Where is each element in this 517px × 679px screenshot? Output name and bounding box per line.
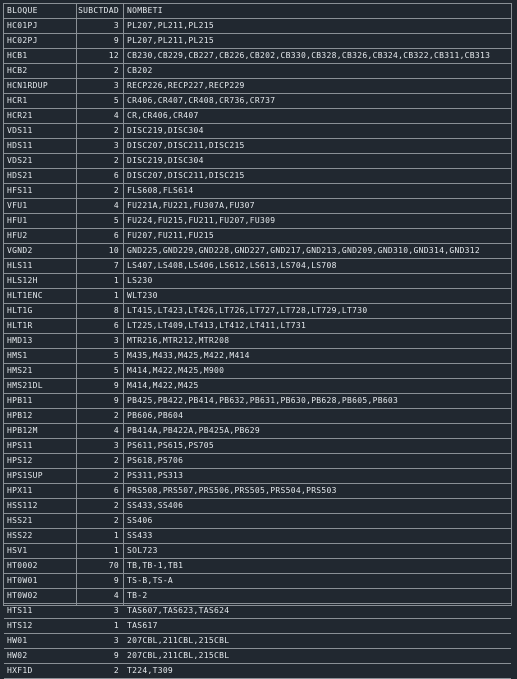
cell-bloque: HFU1 — [7, 216, 28, 225]
cell-bloque: HLS12H — [7, 276, 38, 285]
cell-subctdad: 8 — [113, 306, 119, 315]
table-row — [4, 364, 511, 379]
table-row — [4, 394, 511, 409]
cell-bloque: HXF1D — [7, 666, 33, 675]
cell-nombeti: PB425,PB422,PB414,PB632,PB631,PB630,PB628,PB605,PB603 — [127, 396, 399, 405]
table-row — [4, 289, 511, 304]
table-row — [4, 304, 511, 319]
table-row — [4, 154, 511, 169]
cell-bloque: HC02PJ — [7, 36, 38, 45]
cell-nombeti: DISC219,DISC304 — [127, 156, 204, 165]
cell-bloque: HW02 — [7, 651, 28, 660]
table-row — [4, 214, 511, 229]
cell-nombeti: PS618,PS706 — [127, 456, 184, 465]
cell-bloque: HLT1ENC — [7, 291, 43, 300]
table-row — [4, 319, 511, 334]
cell-subctdad: 5 — [113, 351, 119, 360]
cell-subctdad: 9 — [113, 576, 119, 585]
table-row — [4, 139, 511, 154]
cell-nombeti: WLT230 — [127, 291, 158, 300]
cell-bloque: HW01 — [7, 636, 28, 645]
cell-nombeti: M414,M422,M425,M900 — [127, 366, 225, 375]
cell-nombeti: DISC207,DISC211,DISC215 — [127, 141, 245, 150]
cell-nombeti: SS433,SS406 — [127, 501, 184, 510]
cell-bloque: HPS12 — [7, 456, 33, 465]
cell-subctdad: 3 — [113, 441, 119, 450]
cell-subctdad: 6 — [113, 321, 119, 330]
cell-subctdad: 5 — [113, 96, 119, 105]
cell-nombeti: FU207,FU211,FU215 — [127, 231, 214, 240]
cell-subctdad: 2 — [113, 471, 119, 480]
header-bloque: BLOQUE — [7, 6, 38, 15]
table-header-row — [4, 4, 511, 19]
cell-nombeti: SOL723 — [127, 546, 158, 555]
cell-nombeti: PS311,PS313 — [127, 471, 184, 480]
table-row — [4, 574, 511, 589]
cell-subctdad: 3 — [113, 81, 119, 90]
cell-nombeti: PL207,PL211,PL215 — [127, 21, 214, 30]
cell-nombeti: DISC207,DISC211,DISC215 — [127, 171, 245, 180]
cell-subctdad: 12 — [108, 51, 119, 60]
cell-subctdad: 6 — [113, 171, 119, 180]
cell-bloque: VDS21 — [7, 156, 33, 165]
cell-nombeti: 207CBL,211CBL,215CBL — [127, 636, 230, 645]
cell-bloque: HC01PJ — [7, 21, 38, 30]
table-row — [4, 244, 511, 259]
cell-bloque: HSS22 — [7, 531, 33, 540]
cell-nombeti: M435,M433,M425,M422,M414 — [127, 351, 250, 360]
cell-subctdad: 2 — [113, 156, 119, 165]
cell-bloque: HT0W02 — [7, 591, 38, 600]
cell-subctdad: 5 — [113, 216, 119, 225]
cell-nombeti: FU224,FU215,FU211,FU207,FU309 — [127, 216, 276, 225]
table-row — [4, 469, 511, 484]
cell-subctdad: 10 — [108, 246, 119, 255]
cell-subctdad: 4 — [113, 426, 119, 435]
cell-nombeti: TAS607,TAS623,TAS624 — [127, 606, 230, 615]
table-row — [4, 64, 511, 79]
table-row — [4, 184, 511, 199]
cell-bloque: HSS112 — [7, 501, 38, 510]
cell-bloque: HDS11 — [7, 141, 33, 150]
cell-bloque: HCB1 — [7, 51, 28, 60]
cell-subctdad: 1 — [113, 276, 119, 285]
header-nombeti: NOMBETI — [127, 6, 163, 15]
cell-nombeti: FU221A,FU221,FU307A,FU307 — [127, 201, 255, 210]
table-row — [4, 379, 511, 394]
cell-nombeti: SS433 — [127, 531, 153, 540]
table-row — [4, 169, 511, 184]
column-divider-1 — [76, 4, 77, 605]
table-row — [4, 484, 511, 499]
cell-subctdad: 70 — [108, 561, 119, 570]
cell-subctdad: 2 — [113, 126, 119, 135]
cell-nombeti: 207CBL,211CBL,215CBL — [127, 651, 230, 660]
table-row — [4, 34, 511, 49]
cell-subctdad: 2 — [113, 501, 119, 510]
cell-subctdad: 9 — [113, 381, 119, 390]
cell-subctdad: 2 — [113, 456, 119, 465]
cell-subctdad: 3 — [113, 336, 119, 345]
table-row — [4, 409, 511, 424]
cell-nombeti: PS611,PS615,PS705 — [127, 441, 214, 450]
cell-nombeti: LS230 — [127, 276, 153, 285]
cell-nombeti: M414,M422,M425 — [127, 381, 199, 390]
cell-subctdad: 6 — [113, 486, 119, 495]
cell-nombeti: CB230,CB229,CB227,CB226,CB202,CB330,CB328,CB326,CB324,CB322,CB311,CB313 — [127, 51, 491, 60]
table-row — [4, 199, 511, 214]
cell-bloque: HFS11 — [7, 186, 33, 195]
cell-bloque: HPB12 — [7, 411, 33, 420]
cell-subctdad: 2 — [113, 666, 119, 675]
table-row — [4, 259, 511, 274]
table-row — [4, 664, 511, 679]
cell-nombeti: SS406 — [127, 516, 153, 525]
cell-bloque: HPS1SUP — [7, 471, 43, 480]
cell-subctdad: 2 — [113, 411, 119, 420]
table-row — [4, 439, 511, 454]
cell-bloque: VGND2 — [7, 246, 33, 255]
cell-nombeti: CR,CR406,CR407 — [127, 111, 199, 120]
cell-nombeti: GND225,GND229,GND228,GND227,GND217,GND213,GND209,GND310,GND314,GND312 — [127, 246, 481, 255]
header-subctdad: SUBCTDAD — [78, 6, 119, 15]
cell-subctdad: 4 — [113, 111, 119, 120]
table-row — [4, 349, 511, 364]
cell-subctdad: 2 — [113, 516, 119, 525]
table-row — [4, 514, 511, 529]
cell-bloque: HLT1R — [7, 321, 33, 330]
cell-nombeti: LS407,LS408,LS406,LS612,LS613,LS704,LS708 — [127, 261, 337, 270]
cell-bloque: HPS11 — [7, 441, 33, 450]
table-row — [4, 619, 511, 634]
cell-bloque: HTS11 — [7, 606, 33, 615]
cell-subctdad: 5 — [113, 366, 119, 375]
cell-nombeti: PB414A,PB422A,PB425A,PB629 — [127, 426, 261, 435]
cell-subctdad: 9 — [113, 396, 119, 405]
table-row — [4, 274, 511, 289]
cell-subctdad: 2 — [113, 186, 119, 195]
cell-bloque: HFU2 — [7, 231, 28, 240]
cell-nombeti: LT415,LT423,LT426,LT726,LT727,LT728,LT729,LT730 — [127, 306, 368, 315]
table-row — [4, 124, 511, 139]
cell-subctdad: 3 — [113, 21, 119, 30]
cell-nombeti: MTR216,MTR212,MTR208 — [127, 336, 230, 345]
cell-nombeti: PL207,PL211,PL215 — [127, 36, 214, 45]
cell-subctdad: 3 — [113, 636, 119, 645]
column-divider-2 — [123, 4, 124, 605]
cell-bloque: HMS1 — [7, 351, 28, 360]
cell-subctdad: 4 — [113, 591, 119, 600]
table-row — [4, 19, 511, 34]
table-row — [4, 94, 511, 109]
data-table — [3, 3, 512, 675]
cell-subctdad: 9 — [113, 651, 119, 660]
cell-nombeti: TB,TB-1,TB1 — [127, 561, 184, 570]
table-row — [4, 589, 511, 604]
table-row — [4, 454, 511, 469]
cell-nombeti: RECP226,RECP227,RECP229 — [127, 81, 245, 90]
cell-subctdad: 4 — [113, 201, 119, 210]
cell-nombeti: PB606,PB604 — [127, 411, 184, 420]
cell-bloque: HCR21 — [7, 111, 33, 120]
table-row — [4, 424, 511, 439]
table-row — [4, 79, 511, 94]
cell-bloque: HT0W01 — [7, 576, 38, 585]
table-row — [4, 334, 511, 349]
cell-bloque: HPX11 — [7, 486, 33, 495]
table-row — [4, 109, 511, 124]
cell-subctdad: 1 — [113, 621, 119, 630]
cell-bloque: HMS21 — [7, 366, 33, 375]
cell-bloque: HMD13 — [7, 336, 33, 345]
cell-subctdad: 7 — [113, 261, 119, 270]
cell-nombeti: TAS617 — [127, 621, 158, 630]
cell-subctdad: 3 — [113, 606, 119, 615]
cell-bloque: HLS11 — [7, 261, 33, 270]
cell-bloque: HMS21DL — [7, 381, 43, 390]
cell-bloque: HPB11 — [7, 396, 33, 405]
cell-bloque: HCN1RDUP — [7, 81, 48, 90]
cell-bloque: VFU1 — [7, 201, 28, 210]
cell-bloque: HSV1 — [7, 546, 28, 555]
table-row — [4, 604, 511, 619]
cell-subctdad: 6 — [113, 231, 119, 240]
cell-nombeti: DISC219,DISC304 — [127, 126, 204, 135]
cell-bloque: HCR1 — [7, 96, 28, 105]
table-row — [4, 559, 511, 574]
cell-subctdad: 1 — [113, 291, 119, 300]
cell-nombeti: PRS508,PRS507,PRS506,PRS505,PRS504,PRS503 — [127, 486, 337, 495]
cell-nombeti: TB-2 — [127, 591, 148, 600]
cell-bloque: HT0002 — [7, 561, 38, 570]
cell-nombeti: LT225,LT409,LT413,LT412,LT411,LT731 — [127, 321, 307, 330]
table-row — [4, 49, 511, 64]
cell-nombeti: CB202 — [127, 66, 153, 75]
cell-subctdad: 2 — [113, 66, 119, 75]
table-row — [4, 229, 511, 244]
table-row — [4, 634, 511, 649]
cell-bloque: HTS12 — [7, 621, 33, 630]
cell-nombeti: CR406,CR407,CR408,CR736,CR737 — [127, 96, 276, 105]
cell-subctdad: 3 — [113, 141, 119, 150]
cell-bloque: HPB12M — [7, 426, 38, 435]
cell-bloque: HSS21 — [7, 516, 33, 525]
table-row — [4, 499, 511, 514]
cell-nombeti: FLS608,FLS614 — [127, 186, 194, 195]
cell-subctdad: 1 — [113, 531, 119, 540]
cell-bloque: VDS11 — [7, 126, 33, 135]
cell-bloque: HDS21 — [7, 171, 33, 180]
cell-bloque: HLT1G — [7, 306, 33, 315]
cell-subctdad: 1 — [113, 546, 119, 555]
cell-nombeti: TS-B,TS-A — [127, 576, 174, 585]
table-row — [4, 544, 511, 559]
table-row — [4, 529, 511, 544]
cell-bloque: HCB2 — [7, 66, 28, 75]
cell-subctdad: 9 — [113, 36, 119, 45]
cell-nombeti: T224,T309 — [127, 666, 174, 675]
table-row — [4, 649, 511, 664]
